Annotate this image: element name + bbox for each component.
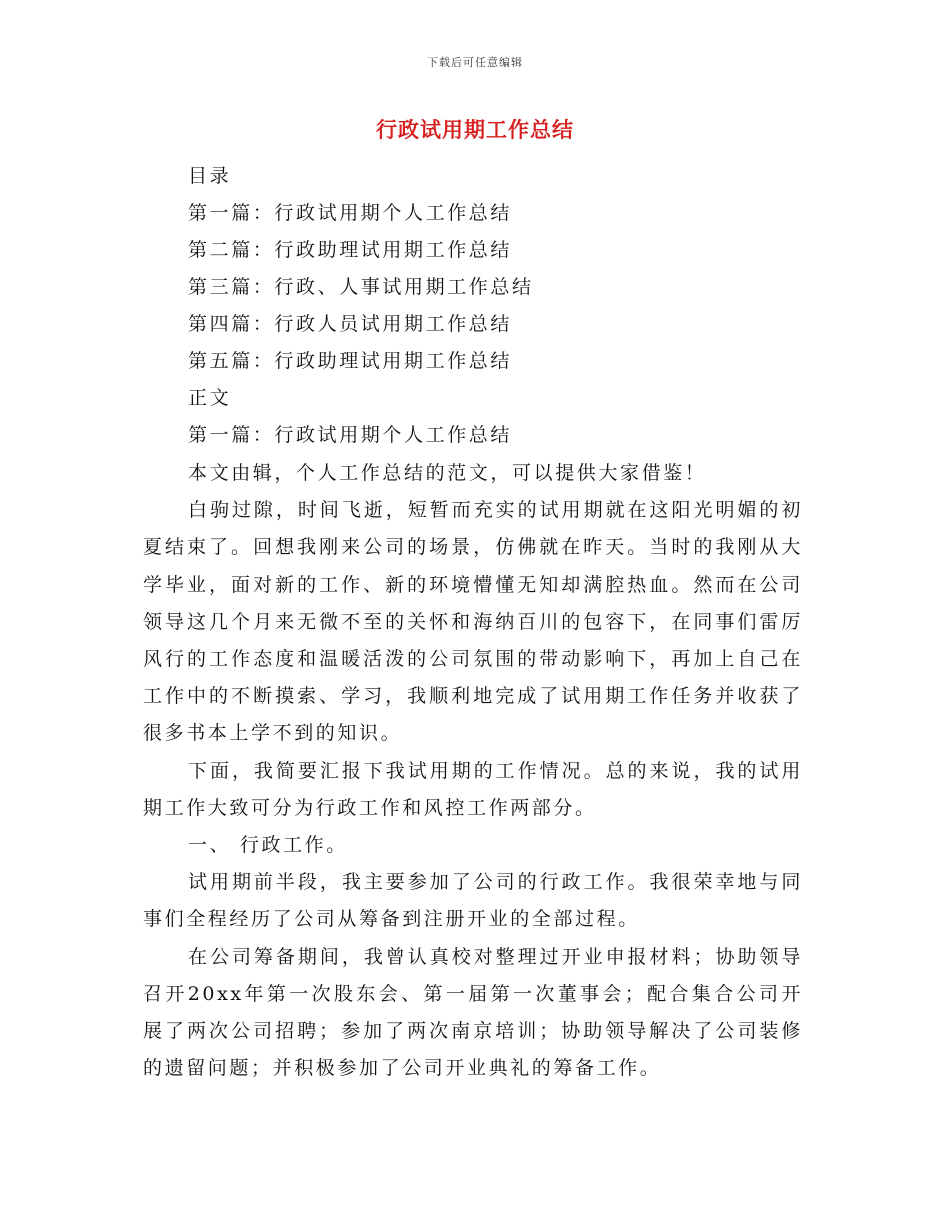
toc-item: 第二篇：行政助理试用期工作总结 xyxy=(188,239,513,261)
toc-heading: 目录 xyxy=(188,165,232,187)
paragraph: 在公司筹备期间，我曾认真校对整理过开业申报材料；协助领导召开20xx年第一次股东会、第一届第一次董事会；配合集合公司开展了两次公司招聘；参加了两次南京培训；协助领导解决了公司装修的遗留问题；并积极参加了公司开业典礼的筹备工作。 xyxy=(143,945,803,1080)
body-text xyxy=(143,455,803,1087)
toc-item: 第一篇：行政试用期个人工作总结 xyxy=(188,202,513,224)
paragraph: 白驹过隙，时间飞逝，短暂而充实的试用期就在这阳光明媚的初夏结束了。回想我刚来公司的场景，仿佛就在昨天。当时的我刚从大学毕业，面对新的工作、新的环境懵懂无知却满腔热血。然而在公司领导这几个月来无微不至的关怀和海纳百川的包容下，在同事们雷厉风行的工作态度和温暖活泼的公司氛围的带动影响下，再加上自己在工作中的不断摸索、学习，我顺利地完成了试用期工作任务并收获了很多书本上学不到的知识。 xyxy=(143,499,803,745)
paragraph: 试用期前半段，我主要参加了公司的行政工作。我很荣幸地与同事们全程经历了公司从筹备到注册开业的全部过程。 xyxy=(143,871,803,931)
subheading-admin-work: 一、 行政工作。 xyxy=(188,834,348,857)
document-title: 行政试用期工作总结 xyxy=(376,117,574,142)
toc-item: 第四篇：行政人员试用期工作总结 xyxy=(188,313,513,335)
header-note: 下载后可任意编辑 xyxy=(427,56,523,69)
paragraph-intro: 本文由辑，个人工作总结的范文，可以提供大家借鉴！ xyxy=(188,462,707,484)
body-heading: 正文 xyxy=(188,387,232,409)
table-of-contents xyxy=(188,158,828,454)
toc-item: 第三篇：行政、人事试用期工作总结 xyxy=(188,276,534,298)
paragraph: 下面，我简要汇报下我试用期的工作情况。总的来说，我的试用期工作大致可分为行政工作和风控工作两部分。 xyxy=(143,759,803,819)
toc-item: 第五篇：行政助理试用期工作总结 xyxy=(188,350,513,372)
section-title: 第一篇：行政试用期个人工作总结 xyxy=(188,424,513,446)
